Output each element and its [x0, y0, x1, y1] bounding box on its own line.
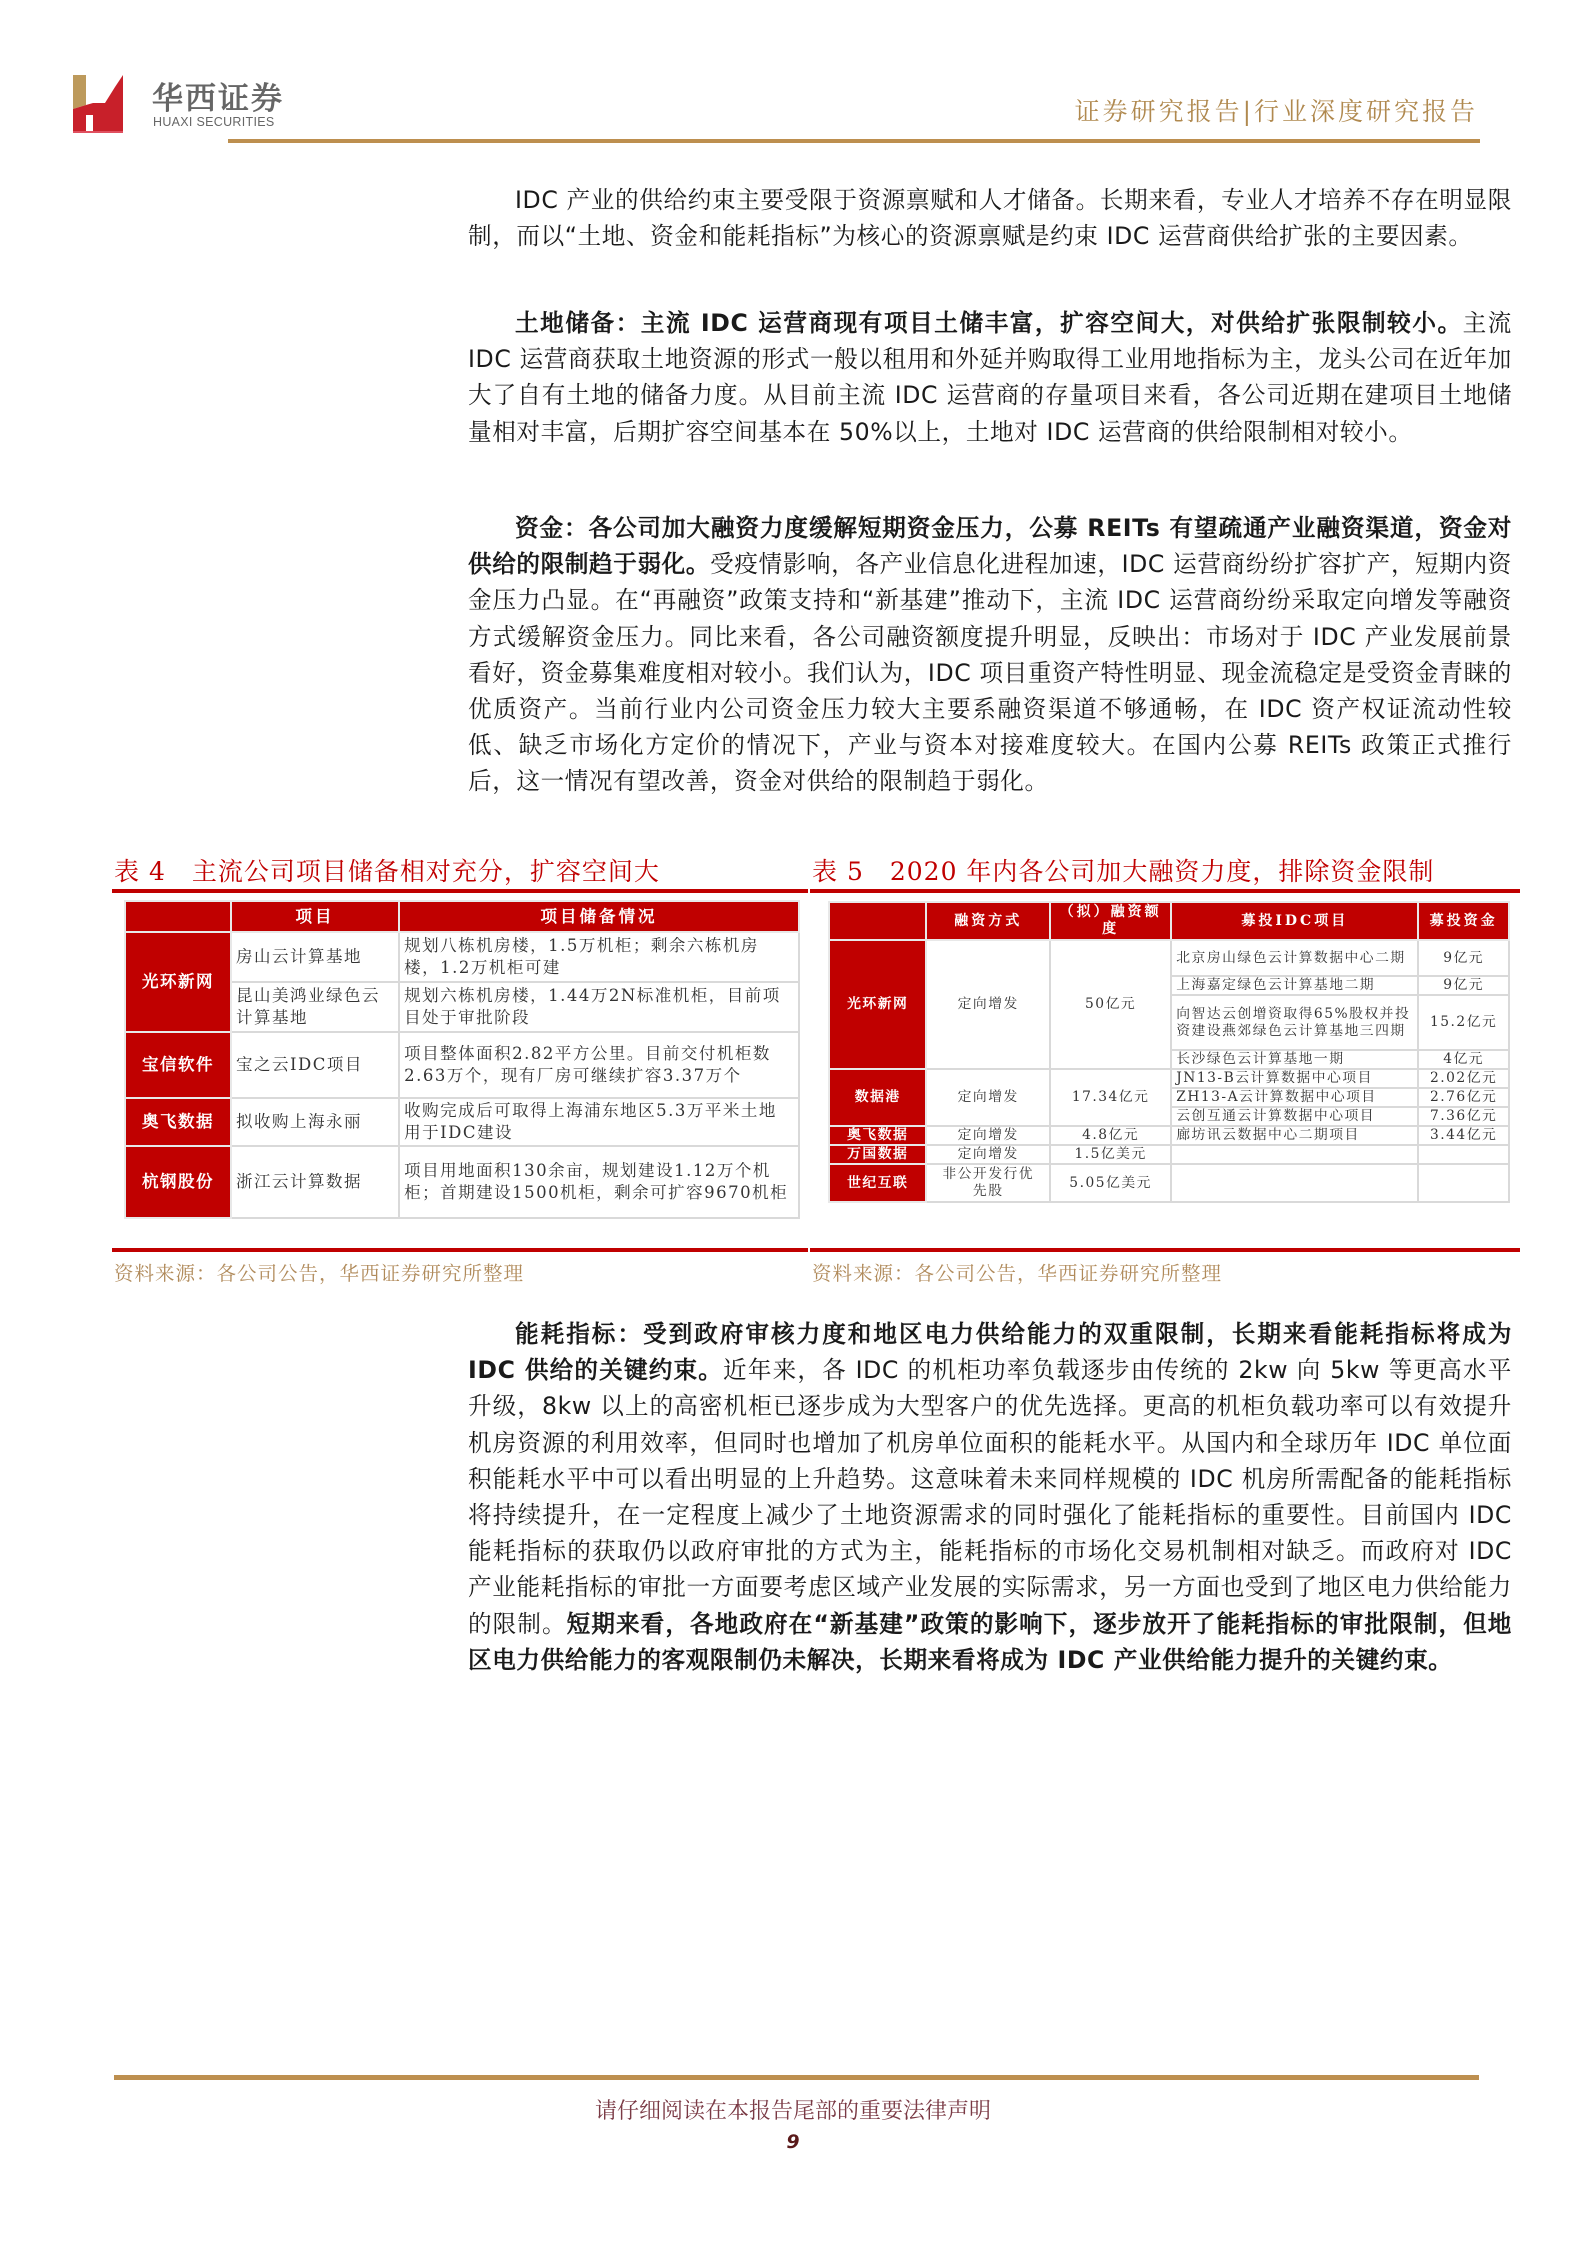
table-row — [125, 932, 799, 982]
company-cell: 杭钢股份 — [125, 1146, 231, 1218]
fund-cell: 9亿元 — [1418, 940, 1509, 976]
paragraph-energy — [468, 1316, 1512, 1678]
table4-header-detail: 项目储备情况 — [399, 901, 799, 932]
fund-cell: 9亿元 — [1418, 976, 1509, 995]
table4-caption: 表 4 主流公司项目储备相对充分，扩容空间大 — [114, 857, 660, 886]
company-cell: 宝信软件 — [125, 1032, 231, 1098]
project-cell — [1171, 1164, 1418, 1202]
table5-header-empty — [829, 902, 926, 940]
amount-cell: 4.8亿元 — [1050, 1126, 1171, 1145]
table5-source: 资料来源：各公司公告，华西证券研究所整理 — [812, 1262, 1223, 1285]
table-row — [829, 1126, 1509, 1145]
report-type: 证券研究报告|行业深度研究报告 — [1074, 97, 1478, 126]
project-cell: JN13-B云计算数据中心项目 — [1171, 1069, 1418, 1088]
paragraph-text: 近年来，各 IDC 的机柜功率负载逐步由传统的 2kw 向 5kw 等更高水平升级，8kw 以上的高密机柜已逐步成为大型客户的优先选择。更高的机柜负载功率可以有效提升机房资源的利用效率，但同时也增加了机房单位面积的能耗水平。从国内和全球历年 IDC 单位面积能耗水平中可以看出明显的上升趋势。这意味着未来同样规模的 IDC 机房所需配备的能耗指标将持续提升，在一定程度上减少了土地资源需求的同时强化了能耗指标的重要性。目前国内 IDC 能耗指标的获取仍以政府审批的方式为主，能耗指标的市场化交易机制相对缺乏。而政府对 IDC 产业能耗指标的审批一方面要考虑区域产业发展的实际需求，另一方面也受到了地区电力供给能力的限制。 — [468, 1356, 1512, 1638]
amount-cell: 17.34亿元 — [1050, 1069, 1171, 1126]
fund-cell: 2.02亿元 — [1418, 1069, 1509, 1088]
paragraph-text: IDC 产业的供给约束主要受限于资源禀赋和人才储备。长期来看，专业人才培养不存在明显限制，而以“土地、资金和能耗指标”为核心的资源禀赋是约束 IDC 运营商供给扩张的主要因素。 — [468, 186, 1512, 251]
table-row — [125, 1146, 799, 1218]
project-cell: 长沙绿色云计算基地一期 — [1171, 1050, 1418, 1069]
project-cell — [1171, 1145, 1418, 1164]
detail-cell: 收购完成后可取得上海浦东地区5.3万平米土地用于IDC建设 — [399, 1098, 799, 1146]
table4-header-empty — [125, 901, 231, 932]
amount-cell: 5.05亿美元 — [1050, 1164, 1171, 1202]
project-cell: 拟收购上海永丽 — [231, 1098, 399, 1146]
detail-cell: 规划六栋机房楼，1.44万2N标准机柜，目前项目处于审批阶段 — [399, 982, 799, 1032]
fund-cell: 2.76亿元 — [1418, 1088, 1509, 1107]
fund-cell: 3.44亿元 — [1418, 1126, 1509, 1145]
project-cell: ZH13-A云计算数据中心项目 — [1171, 1088, 1418, 1107]
table-row — [829, 1145, 1509, 1164]
table-row — [829, 1069, 1509, 1088]
project-cell: 上海嘉定绿色云计算基地二期 — [1171, 976, 1418, 995]
paragraph-conclusion: 短期来看，各地政府在“新基建”政策的影响下，逐步放开了能耗指标的审批限制，但地区电力供给能力的客观限制仍未解决，长期来看将成为 IDC 产业供给能力提升的关键约束。 — [468, 1609, 1512, 1674]
table5-header-funds: 募投资金 — [1418, 902, 1509, 940]
method-cell: 非公开发行优先股 — [926, 1164, 1050, 1202]
detail-cell: 项目用地面积130余亩，规划建设1.12万个机柜；首期建设1500机柜，剩余可扩容9670机柜 — [399, 1146, 799, 1218]
table5-header-method: 融资方式 — [926, 902, 1050, 940]
table4-source: 资料来源：各公司公告，华西证券研究所整理 — [114, 1262, 525, 1285]
project-cell: 廊坊讯云数据中心二期项目 — [1171, 1126, 1418, 1145]
table4-caption-rule — [112, 889, 808, 893]
fund-cell: 4亿元 — [1418, 1050, 1509, 1069]
amount-cell: 1.5亿美元 — [1050, 1145, 1171, 1164]
company-cell: 世纪互联 — [829, 1164, 926, 1202]
project-cell: 北京房山绿色云计算数据中心二期 — [1171, 940, 1418, 976]
page-number: 9 — [786, 2131, 800, 2153]
method-cell: 定向增发 — [926, 940, 1050, 1069]
table5-source-rule — [810, 1248, 1520, 1252]
company-cell: 奥飞数据 — [125, 1098, 231, 1146]
project-cell: 房山云计算基地 — [231, 932, 399, 982]
method-cell: 定向增发 — [926, 1145, 1050, 1164]
fund-cell: 15.2亿元 — [1418, 995, 1509, 1050]
table5 — [828, 901, 1510, 1203]
header-divider — [228, 139, 1480, 143]
huaxi-logo-icon — [73, 75, 133, 133]
paragraph-text: 受疫情影响，各产业信息化进程加速，IDC 运营商纷纷扩容扩产，短期内资金压力凸显。在“再融资”政策支持和“新基建”推动下，主流 IDC 运营商纷纷采取定向增发等融资方式缓解资金压力。同比来看，各公司融资额度提升明显，反映出：市场对于 IDC 产业发展前景看好，资金募集难度相对较小。我们认为，IDC 项目重资产特性明显、现金流稳定是受资金青睐的优质资产。当前行业内公司资金压力较大主要系融资渠道不够通畅，在 IDC 资产权证流动性较低、缺乏市场化方定价的情况下，产业与资本对接难度较大。在国内公募 REITs 政策正式推行后，这一情况有望改善，资金对供给的限制趋于弱化。 — [468, 550, 1512, 796]
table-row — [125, 1032, 799, 1098]
paragraph-intro — [468, 182, 1512, 254]
table4-header-project: 项目 — [231, 901, 399, 932]
project-cell: 向智达云创增资取得65%股权并投资建设燕郊绿色云计算基地三四期 — [1171, 995, 1418, 1050]
brand-name-cn: 华西证券 — [152, 81, 284, 117]
method-cell: 定向增发 — [926, 1069, 1050, 1126]
fund-cell: 7.36亿元 — [1418, 1107, 1509, 1126]
table5-header-projects: 募投IDC项目 — [1171, 902, 1418, 940]
project-cell: 云创互通云计算数据中心项目 — [1171, 1107, 1418, 1126]
table-row — [125, 1098, 799, 1146]
table4 — [124, 900, 800, 1219]
paragraph-lead: 能耗指标：受到政府审核力度和地区电力供给能力的双重限制，长期来看能耗指标将成为 IDC 供给的关键约束。 — [468, 1320, 1512, 1385]
brand-name-en: HUAXI SECURITIES — [153, 115, 275, 129]
company-cell: 奥飞数据 — [829, 1126, 926, 1145]
company-cell: 光环新网 — [125, 932, 231, 1032]
project-cell: 浙江云计算数据 — [231, 1146, 399, 1218]
fund-cell — [1418, 1164, 1509, 1202]
paragraph-text: 主流 IDC 运营商获取土地资源的形式一般以租用和外延并购取得工业用地指标为主，龙头公司在近年加大了自有土地的储备力度。从目前主流 IDC 运营商的存量项目来看，各公司近期在建项目土地储量相对丰富，后期扩容空间基本在 50%以上，土地对 IDC 运营商的供给限制相对较小。 — [468, 309, 1512, 446]
footer-divider — [114, 2075, 1479, 2080]
project-cell: 昆山美鸿业绿色云计算基地 — [231, 982, 399, 1032]
paragraph-land — [468, 305, 1512, 450]
fund-cell — [1418, 1145, 1509, 1164]
table-row — [829, 940, 1509, 976]
company-cell: 光环新网 — [829, 940, 926, 1069]
amount-cell: 50亿元 — [1050, 940, 1171, 1069]
detail-cell: 规划八栋机房楼，1.5万机柜；剩余六栋机房楼，1.2万机柜可建 — [399, 932, 799, 982]
detail-cell: 项目整体面积2.82平方公里。目前交付机柜数2.63万个，现有厂房可继续扩容3.37万个 — [399, 1032, 799, 1098]
paragraph-capital — [468, 510, 1512, 800]
table4-source-rule — [112, 1248, 808, 1252]
table-row — [829, 1164, 1509, 1202]
method-cell: 定向增发 — [926, 1126, 1050, 1145]
table5-caption: 表 5 2020 年内各公司加大融资力度，排除资金限制 — [812, 857, 1435, 886]
paragraph-lead: 资金：各公司加大融资力度缓解短期资金压力，公募 REITs 有望疏通产业融资渠道，资金对供给的限制趋于弱化。 — [468, 514, 1512, 579]
company-cell: 万国数据 — [829, 1145, 926, 1164]
company-cell: 数据港 — [829, 1069, 926, 1126]
legal-disclaimer: 请仔细阅读在本报告尾部的重要法律声明 — [594, 2099, 991, 2124]
paragraph-lead: 土地储备：主流 IDC 运营商现有项目土储丰富，扩容空间大，对供给扩张限制较小。 — [515, 309, 1463, 337]
project-cell: 宝之云IDC项目 — [231, 1032, 399, 1098]
table5-caption-rule — [810, 889, 1520, 893]
table5-header-amount: （拟）融资额度 — [1050, 902, 1171, 940]
